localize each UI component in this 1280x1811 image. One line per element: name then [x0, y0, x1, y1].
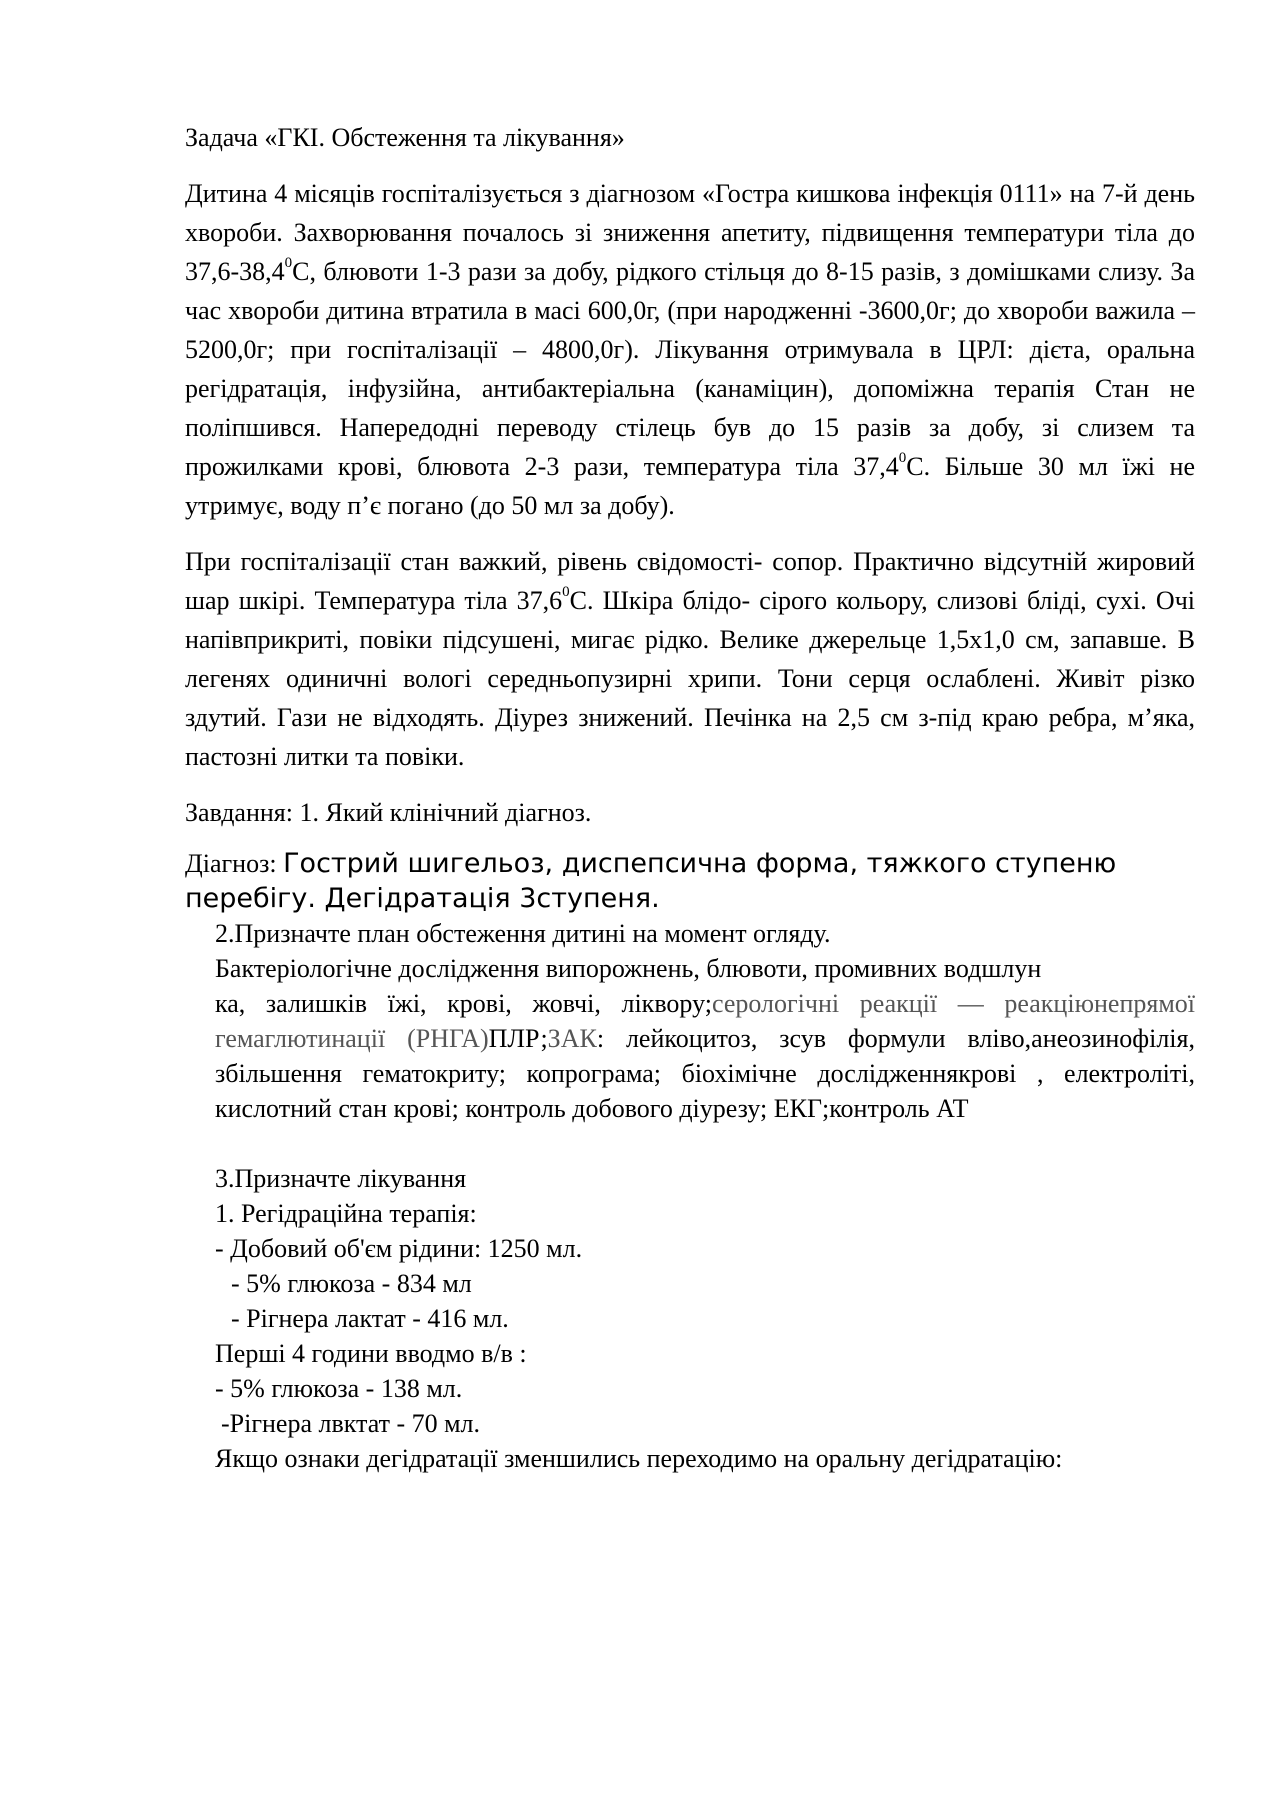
examination-plan-line: Бактеріологічне дослідження випорожнень, блювоти, промивних водшлун: [215, 954, 1042, 983]
task-2-heading: 2.Призначте план обстеження дитині на момент огляду.: [215, 919, 831, 948]
treatment-line: - 5% глюкоза - 834 мл: [231, 1269, 472, 1298]
examination-text-part: ПЛР;: [488, 1024, 548, 1053]
degree-superscript: 0: [562, 584, 570, 601]
examination-text-part: ка, залишків їжі, крові, жовчі, ліквору;: [215, 989, 712, 1018]
case-text-part: С. Більше 30 мл їжі не утримує, воду п’є погано (до 50 мл за добу).: [185, 452, 1195, 520]
degree-superscript: 0: [284, 255, 293, 272]
serology-text: серологічні реакції — реакціюнепрямої гемаглютинації (РНГА): [215, 989, 1195, 1053]
treatment-line: - Добовий об'єм рідини: 1250 мл.: [215, 1234, 583, 1263]
blood-test-abbreviation: ЗАК: [547, 1024, 597, 1053]
blank-line: [215, 1126, 1195, 1161]
document-title: Задача «ГКІ. Обстеження та лікування»: [185, 123, 625, 152]
case-text-part: Дитина 4 місяців госпіталізується з діагнозом «Гостра кишкова інфекція 0111» на 7-й день хвороби. Захворювання почалось зі зниження апетиту, підвищення температури тіла до 37,6-38,4: [185, 179, 1195, 286]
degree-superscript: 0: [898, 450, 907, 467]
admission-status-paragraph: [185, 542, 1195, 776]
treatment-line: Перші 4 години вводмо в/в :: [215, 1339, 527, 1368]
treatment-line: Якщо ознаки дегідратації зменшились переходимо на оральну дегідратацію:: [215, 1444, 1063, 1473]
treatment-line: - 5% глюкоза - 138 мл.: [215, 1374, 463, 1403]
document-content: [185, 118, 1195, 1476]
task-3-heading: 3.Призначте лікування: [215, 1164, 467, 1193]
examination-text-part: : лейкоцитоз, зсув формули вліво,анеозинофілія, збільшення гематокриту; копрограма; біохімічне дослідженнякрові , електроліті, кислотний стан крові; контроль добового діурезу; ЕКГ;контроль АТ: [215, 1024, 1195, 1123]
examination-plan-details: [215, 986, 1195, 1126]
treatment-line: - Рігнера лактат - 416 мл.: [231, 1304, 509, 1333]
diagnosis-answer: [185, 846, 1195, 916]
case-description-paragraph: [185, 174, 1195, 525]
task-1-question: Завдання: 1. Який клінічний діагноз.: [185, 798, 592, 827]
treatment-line: 1. Регідраційна терапія:: [215, 1199, 477, 1228]
examination-plan-section: [215, 916, 1195, 1476]
diagnosis-label: Діагноз:: [185, 849, 284, 878]
status-text-part: С. Шкіра блідо- сірого кольору, слизові бліді, сухі. Очі напівприкриті, повіки підсушені, мигає рідко. Велике джерельце 1,5х1,0 см, запавше. В легенях одиничні вологі середньопузирні хрипи. Тони серця ослаблені. Живіт різко здутий. Гази не відходять. Діурез знижений. Печінка на 2,5 см з-під краю ребра, м’яка, пастозні литки та повіки.: [185, 586, 1195, 771]
treatment-line: -Рігнера лвктат - 70 мл.: [221, 1409, 481, 1438]
case-text-part: С, блювоти 1-3 рази за добу, рідкого стільця до 8-15 разів, з домішками слизу. За час хвороби дитина втратила в масі 600,0г, (при народженні -3600,0г; до хвороби важила – 5200,0г; при госпіталізації – 4800,0г). Лікування отримувала в ЦРЛ: дієта, оральна регідратація, інфузійна, антибактеріальна (канаміцин), допоміжна терапія Стан не поліпшився. Напередодні переводу стілець був до 15 разів за добу, зі слизем та прожилками крові, блювота 2-3 рази, температура тіла 37,4: [185, 257, 1195, 481]
diagnosis-text: Гострий шигельоз, диспепсична форма, тяжкого ступеню перебігу. Дегідратація 3ступеня.: [185, 848, 1117, 914]
status-text-part: При госпіталізації стан важкий, рівень свідомості- сопор. Практично відсутній жировий шар шкірі. Температура тіла 37,6: [185, 547, 1195, 615]
